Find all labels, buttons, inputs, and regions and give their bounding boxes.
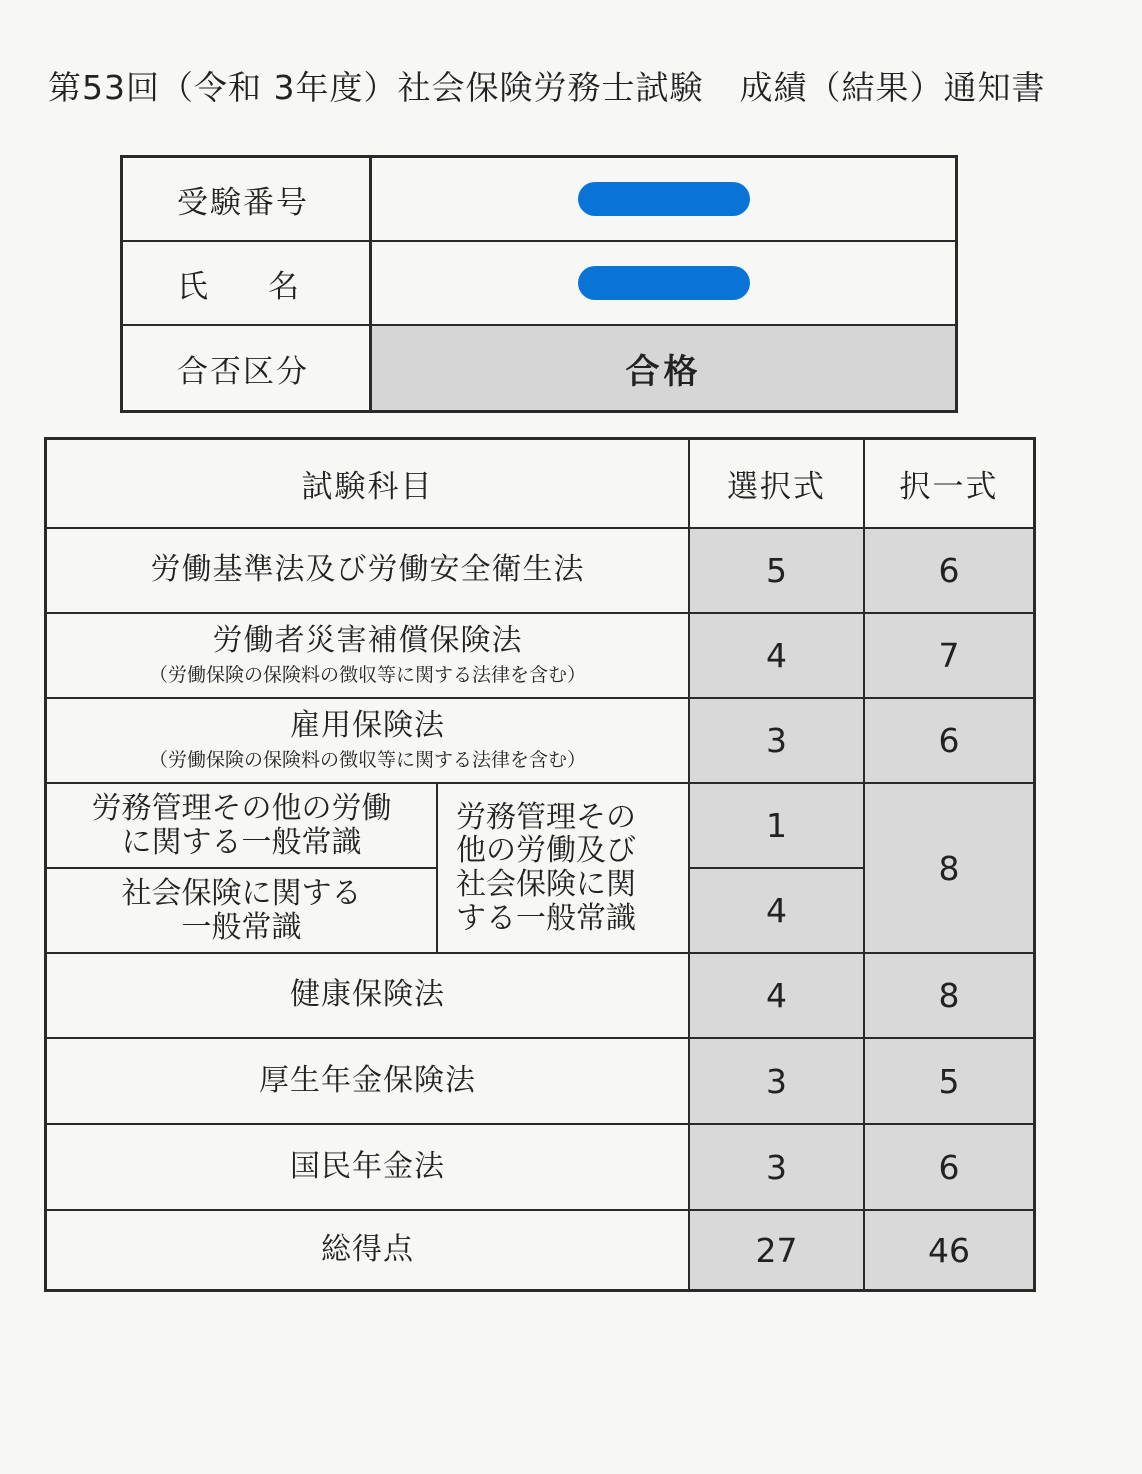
subject-name: 健康保険法 — [290, 977, 445, 1013]
subject-name: 国民年金法 — [290, 1148, 445, 1184]
subject-cell — [47, 699, 690, 784]
name-value — [372, 242, 955, 326]
choice-score: 4 — [690, 954, 865, 1039]
subject-cell — [47, 1039, 690, 1125]
general-sub2-cell — [47, 869, 438, 954]
choice-score: 1 — [690, 784, 865, 869]
multiple-score: 6 — [865, 1125, 1033, 1211]
choice-score: 4 — [690, 869, 865, 954]
subject-cell — [47, 1125, 690, 1211]
document-title — [48, 62, 1045, 109]
redaction-mark — [578, 182, 750, 216]
choice-score: 4 — [690, 614, 865, 699]
subject-cell — [47, 529, 690, 614]
choice-score: 3 — [690, 1125, 865, 1211]
redaction-mark — [578, 266, 750, 300]
choice-score: 3 — [690, 699, 865, 784]
subject-name: 厚生年金保険法 — [259, 1062, 476, 1098]
total-label: 総得点 — [47, 1211, 690, 1289]
general-sub1-text: 労務管理その他の労働 に関する一般常識 — [91, 790, 392, 860]
subject-note: （労働保険の保険料の徴収等に関する法律を含む） — [148, 748, 586, 771]
exam-number-value — [372, 158, 955, 242]
choice-score: 5 — [690, 529, 865, 614]
subject-name: 雇用保険法 — [290, 708, 445, 744]
multiple-score: 7 — [865, 614, 1033, 699]
choice-score: 3 — [690, 1039, 865, 1125]
subject-note: （労働保険の保険料の徴収等に関する法律を含む） — [148, 663, 586, 686]
score-table — [44, 437, 1036, 1292]
title-suffix: 成績（結果）通知書 — [739, 68, 1046, 107]
multiple-score: 8 — [865, 784, 1033, 954]
multiple-score: 5 — [865, 1039, 1033, 1125]
multiple-score: 8 — [865, 954, 1033, 1039]
total-choice: 27 — [690, 1211, 865, 1289]
general-combined-cell — [438, 784, 690, 954]
subject-cell — [47, 614, 690, 699]
header-subject: 試験科目 — [47, 440, 690, 529]
examinee-info-table — [120, 155, 958, 413]
header-choice: 選択式 — [690, 440, 865, 529]
general-sub2-text: 社会保険に関する 一般常識 — [121, 875, 362, 945]
subject-name: 労働者災害補償保険法 — [212, 623, 523, 659]
title-main: 第53回（令和 3年度）社会保険労務士試験 — [48, 68, 704, 107]
header-multiple: 択一式 — [865, 440, 1033, 529]
general-sub1-cell — [47, 784, 438, 869]
result-label: 合否区分 — [123, 326, 372, 410]
name-label: 氏名 — [123, 242, 372, 326]
result-value: 合格 — [372, 326, 955, 410]
subject-cell — [47, 954, 690, 1039]
multiple-score: 6 — [865, 699, 1033, 784]
subject-name: 労働基準法及び労働安全衛生法 — [150, 552, 585, 588]
exam-number-label: 受験番号 — [123, 158, 372, 242]
multiple-score: 6 — [865, 529, 1033, 614]
total-multiple: 46 — [865, 1211, 1033, 1289]
general-combined-text: 労務管理その 他の労働及び 社会保険に関 する一般常識 — [456, 799, 636, 936]
